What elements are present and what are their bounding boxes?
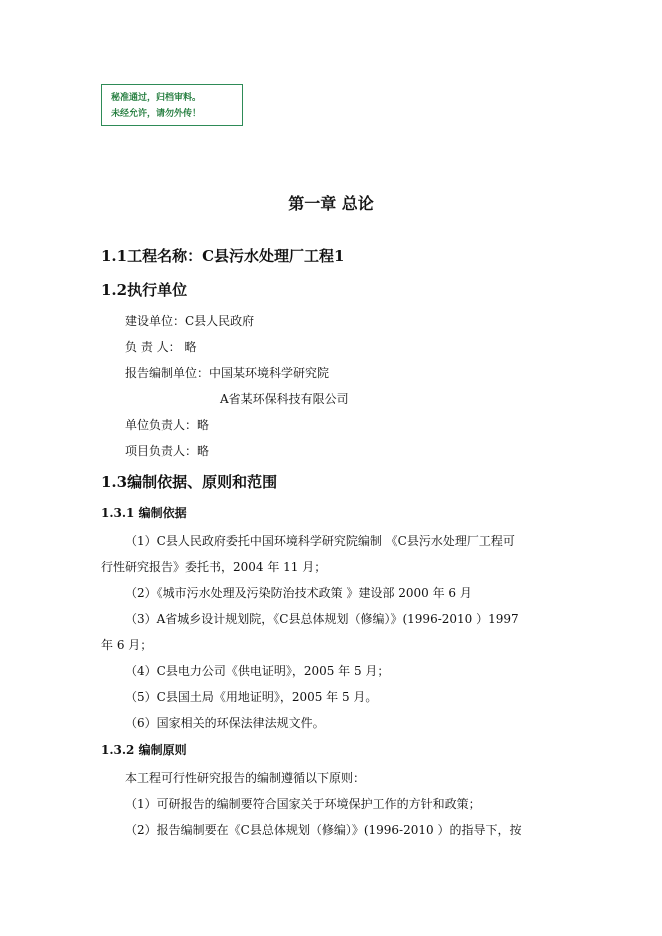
unit-leader: 单位负责人：略 <box>125 418 210 432</box>
basis-item-1-cont: 行性研究报告》委托书，2004 年 11 月； <box>101 560 327 574</box>
principle-item-2: （2）报告编制要在《C县总体规划（修编）》(1996-2010 ）的指导下，按 <box>125 823 522 837</box>
section-1-3-1-heading: 1.3.1 编制依据 <box>101 506 187 520</box>
section-1-3-heading: 1.3编制依据、原则和范围 <box>101 473 278 491</box>
basis-item-1: （1）C县人民政府委托中国环境科学研究院编制 《C县污水处理厂工程可 <box>125 534 515 548</box>
builder-unit: 建设单位：C县人民政府 <box>125 314 255 328</box>
basis-item-2: （2）《城市污水处理及污染防治技术政策 》建设部 2000 年 6 月 <box>125 586 472 600</box>
section-1-3-2-heading: 1.3.2 编制原则 <box>101 743 187 757</box>
stamp-line-1: 秘准通过，归档审料。 <box>111 93 202 103</box>
basis-item-3-cont: 年 6 月； <box>101 638 153 652</box>
basis-item-4: （4）C县电力公司《供电证明》，2005 年 5 月； <box>125 664 390 678</box>
basis-item-5: （5）C县国土局《用地证明》，2005 年 5 月。 <box>125 690 378 704</box>
section-1-2-heading: 1.2执行单位 <box>101 281 188 299</box>
leader: 负 责 人： 略 <box>125 340 197 354</box>
basis-item-6: （6）国家相关的环保法律法规文件。 <box>125 716 325 730</box>
approval-stamp <box>101 84 243 126</box>
principle-item-1: （1）可研报告的编制要符合国家关于环境保护工作的方针和政策； <box>125 797 481 811</box>
section-1-1-heading: 1.1工程名称：C县污水处理厂工程1 <box>101 247 345 265</box>
compiler-unit: 报告编制单位：中国某环境科学研究院 <box>125 366 330 380</box>
compiler-unit-2: A省某环保科技有限公司 <box>220 392 349 406</box>
stamp-line-2: 未经允许，请勿外传！ <box>111 109 202 119</box>
project-leader: 项目负责人：略 <box>125 444 210 458</box>
chapter-title: 第一章 总论 <box>288 194 374 213</box>
principles-intro: 本工程可行性研究报告的编制遵循以下原则： <box>125 771 366 785</box>
basis-item-3: （3）A省城乡设计规划院，《C县总体规划（修编）》(1996-2010 ）1997 <box>125 612 519 626</box>
